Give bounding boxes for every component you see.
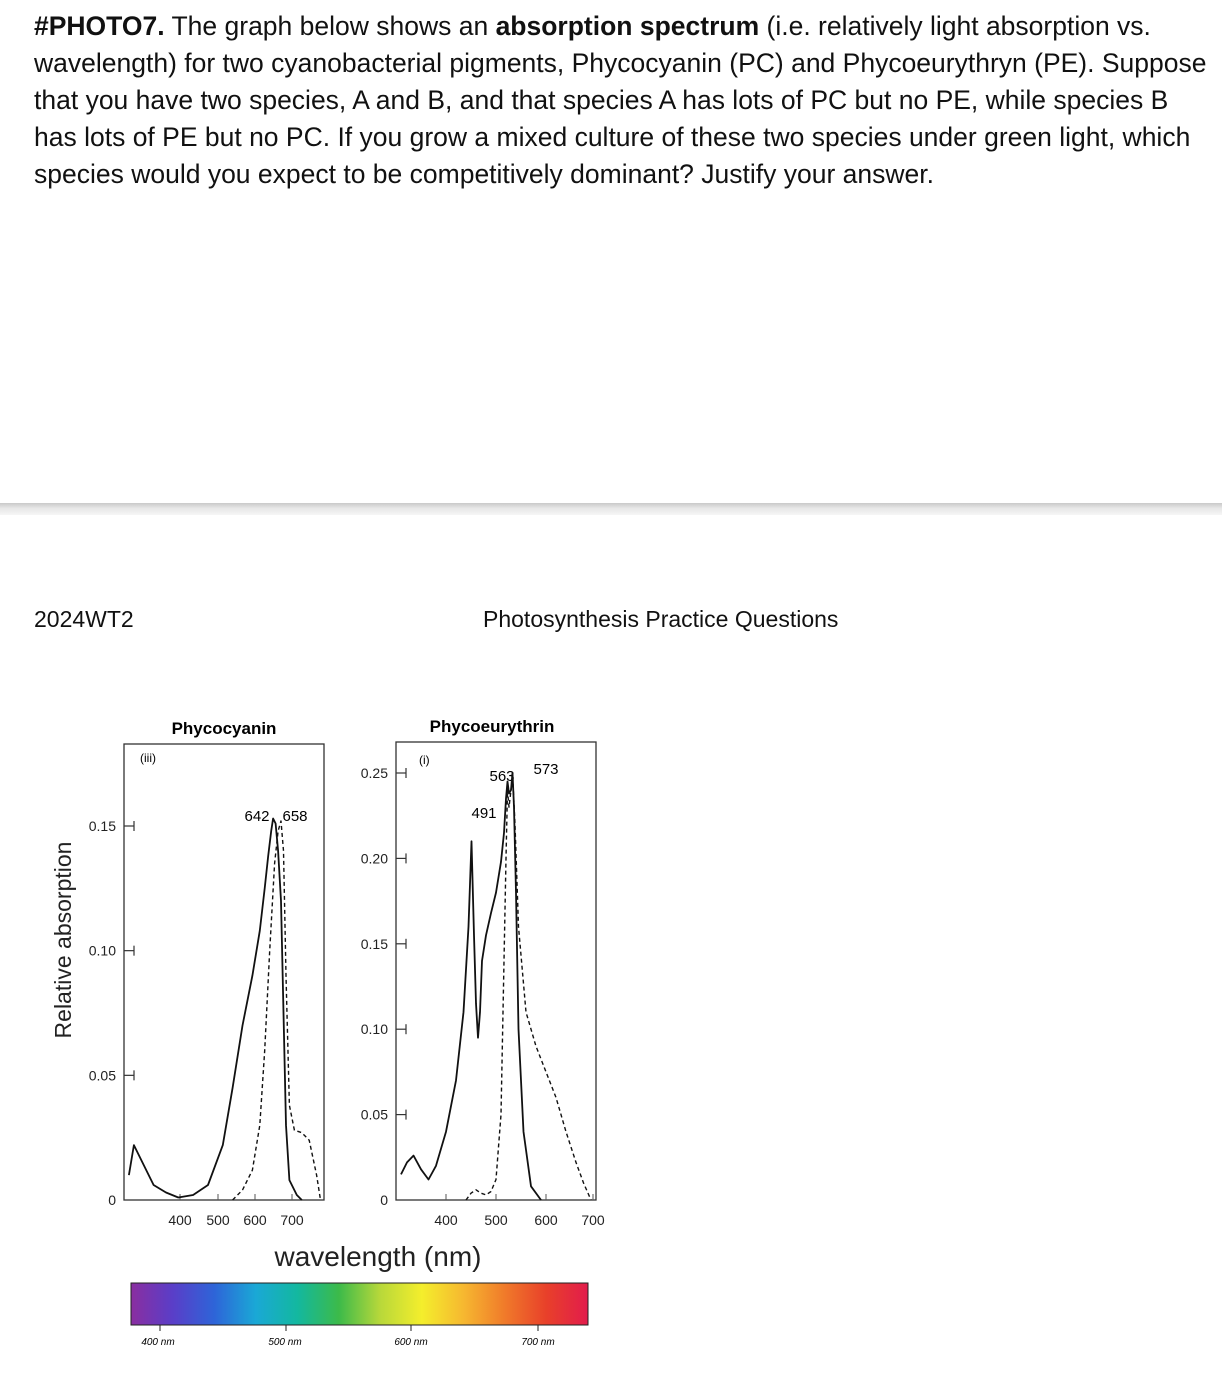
ytick-pc-0.10-label: 0.10 bbox=[88, 942, 116, 959]
spectrum-label-400: 400 nm bbox=[141, 1337, 175, 1348]
y-axis-label: Relative absorption bbox=[50, 841, 76, 1039]
question-text bbox=[34, 8, 1216, 193]
header-title: Photosynthesis Practice Questions bbox=[483, 606, 839, 632]
phycocyanin-panel-label: (iii) bbox=[140, 751, 156, 765]
question-term-absorption-spectrum: absorption spectrum bbox=[495, 11, 760, 41]
spectrum-label-600: 600 nm bbox=[394, 1337, 428, 1348]
xtick-pc-600-label: 600 bbox=[243, 1212, 267, 1228]
question-part-1: The graph below shows an bbox=[164, 11, 496, 41]
peak-label-491: 491 bbox=[471, 805, 497, 822]
peak-label-642: 642 bbox=[244, 808, 270, 825]
xtick-pc-400-label: 400 bbox=[168, 1212, 192, 1228]
spectrum-tick-marks bbox=[160, 1325, 538, 1331]
xtick-pc-500-label: 500 bbox=[206, 1212, 230, 1228]
ytick-pe-0.25-label: 0.25 bbox=[360, 765, 388, 781]
xtick-pe-600-label: 600 bbox=[534, 1212, 558, 1228]
header-course-code: 2024WT2 bbox=[34, 606, 134, 632]
xtick-pc-700-label: 700 bbox=[280, 1212, 304, 1228]
ytick-pe-0.20-label: 0.20 bbox=[360, 850, 388, 867]
xtick-pe-400-label: 400 bbox=[434, 1212, 458, 1228]
phycoeurythrin-title: Phycoeurythrin bbox=[429, 717, 555, 736]
question-label: #PHOTO7. bbox=[34, 11, 165, 41]
x-axis-label: wavelength (nm) bbox=[274, 1241, 482, 1272]
ytick-pc-0.15-label: 0.15 bbox=[88, 818, 116, 834]
pe-series-solid-line bbox=[401, 773, 541, 1200]
visible-spectrum-bar bbox=[131, 1283, 588, 1325]
ytick-pe-0.05-label: 0.05 bbox=[360, 1106, 388, 1123]
spectrum-label-500: 500 nm bbox=[268, 1337, 302, 1348]
question-part-2: (i.e. relatively light absorption vs. wavelength) for two cyanobacterial pigments, Phycocyanin (PC) and Phycoeurythryn (PE). Suppose that you have two species, A and B, and that species A has lots of PC but no PE, while species B has lots of PE but no PC. If you grow a mixed culture of these two species under green light, which species would you expect to be competitively dominant? Justify your answer. bbox=[34, 11, 1207, 189]
peak-label-658: 658 bbox=[282, 808, 308, 825]
phycocyanin-title: Phycocyanin bbox=[171, 719, 277, 738]
pe-series-dashed-line bbox=[466, 773, 591, 1200]
ytick-pe-0.15-label: 0.15 bbox=[360, 935, 388, 952]
absorption-spectrum-figure bbox=[0, 690, 640, 1380]
phycoeurythrin-panel-label: (i) bbox=[419, 753, 430, 767]
phycocyanin-panel bbox=[89, 719, 324, 1228]
peak-label-573: 573 bbox=[533, 761, 559, 778]
ytick-pc-0.05-label: 0.05 bbox=[88, 1067, 116, 1084]
xtick-pe-700-label: 700 bbox=[581, 1212, 605, 1228]
ytick-pc-0-label: 0 bbox=[108, 1192, 116, 1208]
peak-label-563: 563 bbox=[489, 768, 515, 785]
pc-series-solid-line bbox=[129, 819, 302, 1201]
page-divider bbox=[0, 503, 1222, 515]
phycoeurythrin-panel bbox=[361, 717, 605, 1228]
ytick-pe-0.10-label: 0.10 bbox=[360, 1021, 388, 1038]
xtick-pe-500-label: 500 bbox=[484, 1212, 508, 1228]
ytick-pe-0-label: 0 bbox=[380, 1192, 388, 1208]
spectrum-label-700: 700 nm bbox=[521, 1337, 555, 1348]
